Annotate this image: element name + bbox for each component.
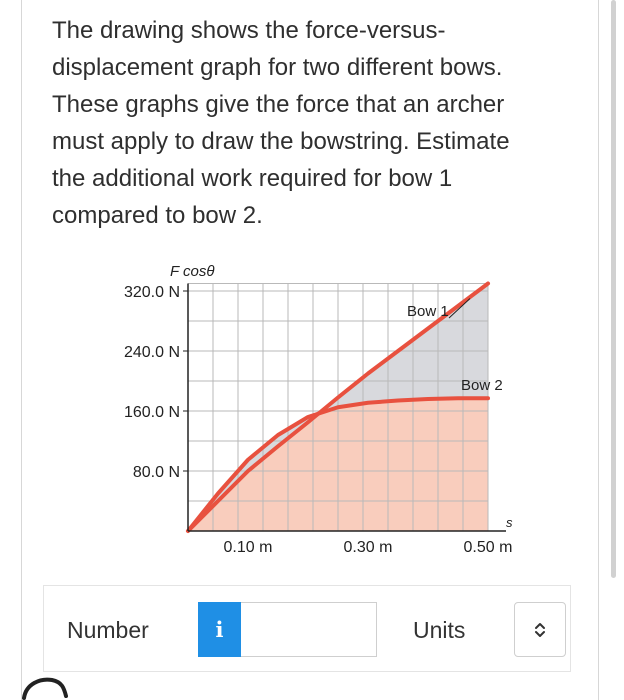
series-label-bow-2: Bow 2 [461, 377, 503, 394]
number-input[interactable] [241, 602, 377, 657]
question-line: The drawing shows the force-versus- [52, 17, 446, 44]
info-icon[interactable]: i [198, 602, 241, 657]
x-axis-label: s [506, 515, 513, 530]
series-label-bow-1: Bow 1 [407, 302, 449, 320]
pen-scribble-icon [18, 672, 78, 700]
question-line: must apply to draw the bowstring. Estimate [52, 128, 510, 155]
y-tick-label: 80.0 N [132, 464, 180, 481]
x-tick-label: 0.50 m [463, 539, 513, 556]
x-tick-label: 0.10 m [223, 539, 273, 556]
scrollbar[interactable] [611, 0, 616, 578]
question-line: compared to bow 2. [52, 202, 263, 229]
y-tick-label: 240.0 N [123, 344, 180, 361]
units-select[interactable] [514, 602, 566, 657]
question-text [52, 12, 572, 234]
y-tick-label: 160.0 N [123, 404, 180, 421]
x-tick-label: 0.30 m [343, 539, 393, 556]
y-tick-label: 320.0 N [123, 284, 180, 301]
question-line: the additional work required for bow 1 [52, 165, 453, 192]
units-label: Units [413, 617, 466, 643]
chevron-up-down-icon [533, 621, 547, 639]
y-axis-label: F cosθ [170, 263, 215, 280]
question-line: displacement graph for two different bows. [52, 54, 503, 81]
answer-row [43, 585, 571, 672]
force-displacement-chart [100, 253, 530, 563]
question-line: These graphs give the force that an archer [52, 91, 505, 118]
number-label: Number [67, 617, 149, 643]
